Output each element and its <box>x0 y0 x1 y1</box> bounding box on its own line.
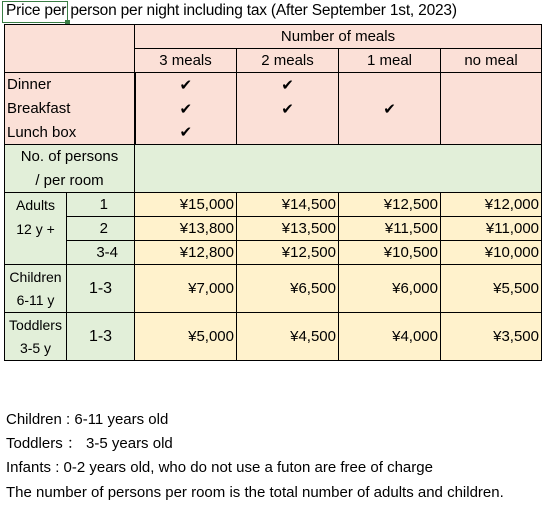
column-header: 1 meal <box>339 49 441 73</box>
notes <box>6 408 541 502</box>
check-mark: ✔ <box>237 73 339 97</box>
price-cell: ¥6,000 <box>339 265 441 313</box>
persons-count: 1 <box>67 193 135 217</box>
note-persons-per-room: The number of persons per room is the total number of adults and children. <box>6 484 504 501</box>
meals-title: Number of meals <box>135 25 542 49</box>
meal-row-dinner <box>5 73 542 97</box>
check-mark: ✔ <box>339 97 441 121</box>
children-row-1 <box>5 265 542 289</box>
price-cell: ¥10,000 <box>441 241 542 265</box>
age-range: 12 y + <box>5 217 67 241</box>
price-cell: ¥15,000 <box>135 193 237 217</box>
note-children: Children : 6-11 years old <box>6 411 169 428</box>
persons-count: 1-3 <box>67 313 135 361</box>
price-cell: ¥11,500 <box>339 217 441 241</box>
check-mark <box>441 121 542 145</box>
persons-header-sub: / per room <box>5 169 135 193</box>
column-header: 2 meals <box>237 49 339 73</box>
check-mark: ✔ <box>237 97 339 121</box>
check-mark <box>441 97 542 121</box>
price-cell: ¥4,500 <box>237 313 339 361</box>
adults-row-3 <box>5 241 542 265</box>
price-cell: ¥5,500 <box>441 265 542 313</box>
meal-label: Dinner <box>5 73 135 97</box>
check-mark <box>339 73 441 97</box>
persons-header-row-1 <box>5 145 542 169</box>
age-range: 3-5 y <box>5 337 67 361</box>
page-title: Price per person per night including tax (After September 1st, 2023) <box>6 2 457 19</box>
adults-row-1 <box>5 193 542 217</box>
price-cell: ¥12,000 <box>441 193 542 217</box>
meal-label: Lunch box <box>5 121 135 145</box>
empty-corner-cell <box>5 25 135 73</box>
toddlers-row-1 <box>5 313 542 337</box>
price-cell: ¥3,500 <box>441 313 542 361</box>
persons-header: No. of persons <box>5 145 135 169</box>
persons-count: 2 <box>67 217 135 241</box>
price-cell: ¥11,000 <box>441 217 542 241</box>
meal-row-breakfast <box>5 97 542 121</box>
check-mark <box>441 73 542 97</box>
check-mark: ✔ <box>135 73 237 97</box>
check-mark <box>339 121 441 145</box>
price-cell: ¥10,500 <box>339 241 441 265</box>
meals-title-row <box>5 25 542 49</box>
price-cell: ¥5,000 <box>135 313 237 361</box>
persons-count: 3-4 <box>67 241 135 265</box>
price-cell: ¥12,500 <box>237 241 339 265</box>
price-cell: ¥4,000 <box>339 313 441 361</box>
adults-row-2 <box>5 217 542 241</box>
note-infants: Infants : 0-2 years old, who do not use a futon are free of charge <box>6 459 433 476</box>
age-label-spacer <box>5 241 67 265</box>
price-cell: ¥7,000 <box>135 265 237 313</box>
age-label: Toddlers <box>5 313 67 337</box>
price-cell: ¥12,500 <box>339 193 441 217</box>
age-range: 6-11 y <box>5 289 67 313</box>
price-cell: ¥13,500 <box>237 217 339 241</box>
note-toddlers: Toddlers ： 3-5 years old <box>6 435 173 452</box>
price-cell: ¥12,800 <box>135 241 237 265</box>
price-cell: ¥6,500 <box>237 265 339 313</box>
age-label: Adults <box>5 193 67 217</box>
empty-green-cell <box>135 145 542 193</box>
column-header: 3 meals <box>135 49 237 73</box>
check-mark: ✔ <box>135 121 237 145</box>
meal-row-lunch-box <box>5 121 542 145</box>
age-label: Children <box>5 265 67 289</box>
column-header: no meal <box>441 49 542 73</box>
persons-count: 1-3 <box>67 265 135 313</box>
price-cell: ¥14,500 <box>237 193 339 217</box>
check-mark <box>237 121 339 145</box>
check-mark: ✔ <box>135 97 237 121</box>
price-table <box>4 24 542 361</box>
price-cell: ¥13,800 <box>135 217 237 241</box>
meal-label: Breakfast <box>5 97 135 121</box>
